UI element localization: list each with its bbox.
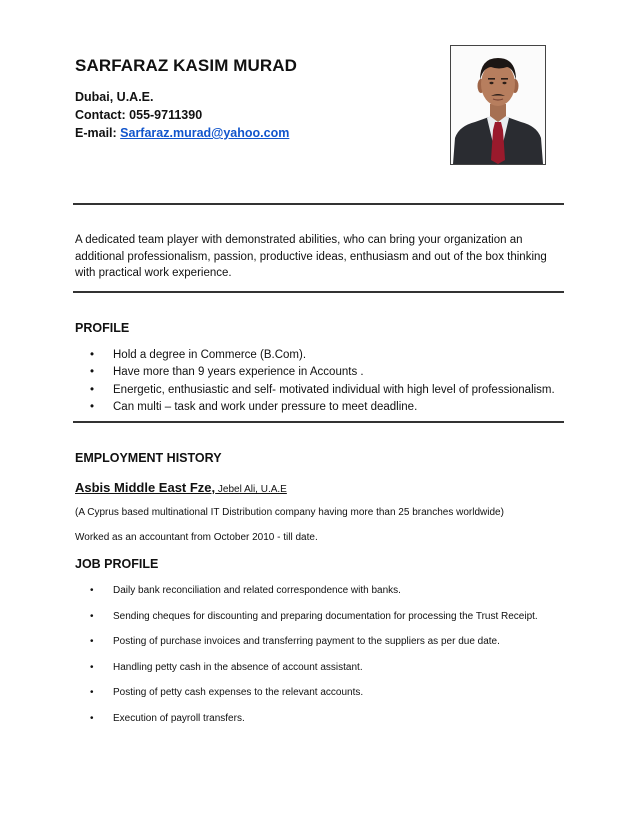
list-item-text: Posting of petty cash expenses to the relevant accounts. [113, 687, 364, 699]
company-name: Asbis Middle East Fze, [75, 480, 216, 495]
list-item [75, 712, 538, 738]
bullet-icon: • [90, 687, 94, 699]
company-line [75, 480, 287, 495]
list-item [75, 661, 538, 687]
bullet-icon: • [90, 400, 95, 413]
portrait-illustration [451, 46, 545, 164]
company-description: (A Cyprus based multinational IT Distribution company having more than 25 branches worldwide) [75, 507, 504, 518]
candidate-name: SARFARAZ KASIM MURAD [75, 56, 298, 75]
bullet-icon: • [90, 366, 95, 379]
company-location: Jebel Ali, U.A.E [215, 484, 287, 495]
list-item-text: Have more than 9 years experience in Accounts . [113, 366, 364, 379]
bullet-icon: • [90, 585, 94, 596]
employment-heading: EMPLOYMENT HISTORY [75, 451, 222, 465]
list-item [75, 347, 555, 364]
list-item [75, 635, 538, 661]
bullet-icon: • [90, 661, 94, 673]
profile-heading: PROFILE [75, 321, 130, 335]
contact-phone: Contact: 055-9711390 [75, 108, 203, 122]
divider [73, 291, 564, 293]
list-item-text: Handling petty cash in the absence of account assistant. [113, 661, 363, 673]
bullet-icon: • [90, 636, 94, 648]
email-link[interactable]: Sarfaraz.murad@yahoo.com [120, 126, 290, 140]
bullet-icon: • [90, 349, 95, 361]
list-item [75, 686, 538, 712]
job-profile-heading: JOB PROFILE [75, 557, 159, 571]
list-item-text: Sending cheques for discounting and preparing documentation for processing the Trust Receipt. [113, 610, 538, 622]
bullet-icon: • [90, 383, 95, 396]
list-item-text: Daily bank reconciliation and related correspondence with banks. [113, 585, 401, 596]
divider [73, 203, 564, 205]
bullet-icon: • [90, 712, 94, 724]
divider [73, 421, 564, 423]
list-item-text: Hold a degree in Commerce (B.Com). [113, 349, 307, 361]
list-item [75, 399, 555, 416]
profile-list [75, 347, 555, 416]
email-label: E-mail: [75, 126, 121, 140]
location: Dubai, U.A.E. [75, 90, 154, 104]
profile-photo [450, 45, 546, 165]
tenure: Worked as an accountant from October 2010 - till date. [75, 532, 318, 543]
list-item-text: Can multi – task and work under pressure to meet deadline. [113, 400, 418, 413]
career-summary: A dedicated team player with demonstrated abilities, who can bring your organization an additional professionalism, passion, productive ideas, enthusiasm and out of the box thinking with practical work experience. [75, 234, 547, 279]
bullet-icon: • [90, 610, 94, 622]
list-item-text: Posting of purchase invoices and transferring payment to the suppliers as per due date. [113, 636, 500, 648]
list-item [75, 610, 538, 636]
list-item [75, 382, 555, 399]
list-item-text: Energetic, enthusiastic and self- motivated individual with high level of professionalism. [113, 383, 555, 396]
list-item [75, 364, 555, 381]
email-line [75, 126, 289, 140]
list-item [75, 584, 538, 610]
job-profile-list [75, 584, 538, 738]
list-item-text: Execution of payroll transfers. [113, 712, 245, 724]
